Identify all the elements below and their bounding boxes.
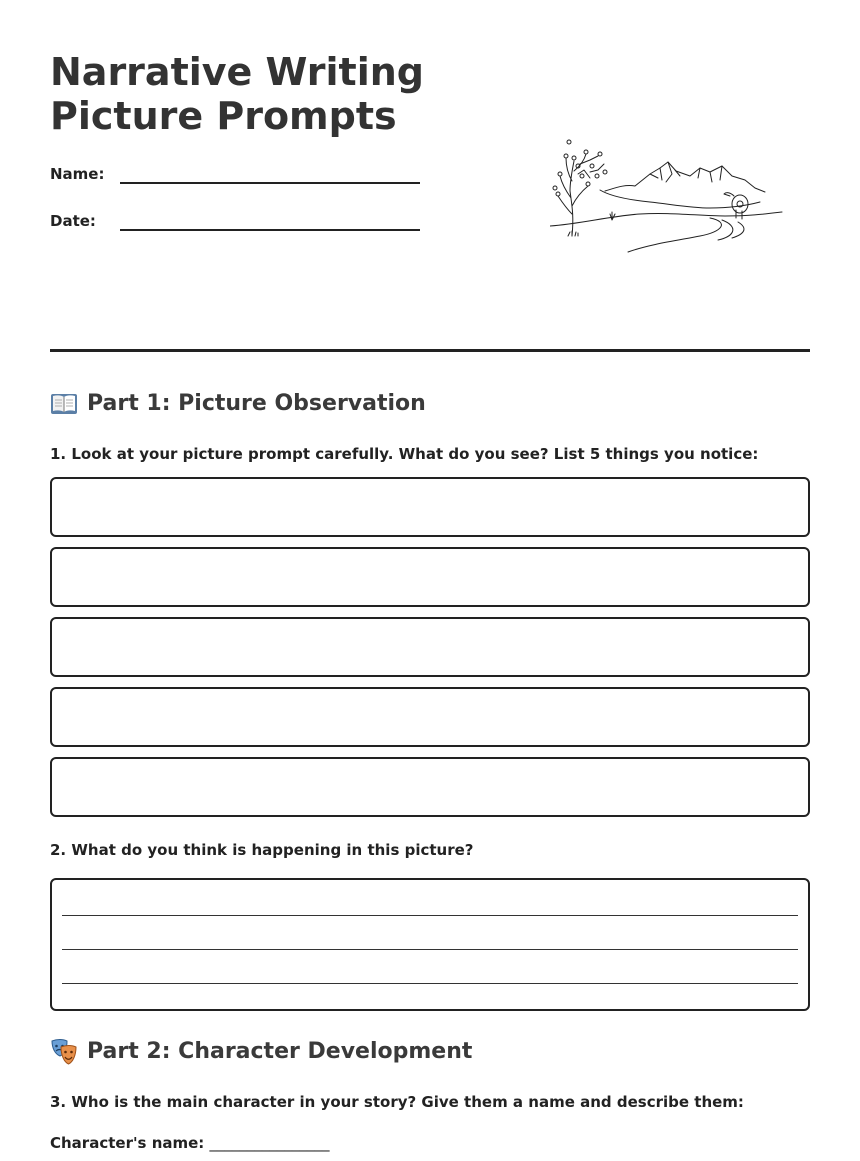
date-label: Date: [50, 212, 96, 230]
part2-heading-text: Part 2: Character Development [87, 1039, 473, 1064]
name-input-line[interactable] [120, 182, 420, 184]
title-line-2: Picture Prompts [50, 94, 397, 138]
character-name-label: Character's name: [50, 1134, 205, 1152]
worksheet-title [50, 50, 510, 138]
question-3: 3. Who is the main character in your story? Give them a name and describe them: [50, 1093, 744, 1111]
name-field [50, 165, 430, 195]
observation-answer-box-4[interactable] [50, 687, 810, 747]
observation-answer-box-1[interactable] [50, 477, 810, 537]
title-line-1: Narrative Writing [50, 50, 424, 94]
landscape-sketch-image [550, 136, 785, 258]
character-name-row [50, 1134, 330, 1152]
question-1: 1. Look at your picture prompt carefully. What do you see? List 5 things you notice: [50, 445, 759, 463]
observation-answer-box-5[interactable] [50, 757, 810, 817]
observation-answer-box-2[interactable] [50, 547, 810, 607]
writing-line [62, 915, 798, 916]
writing-line [62, 949, 798, 950]
question-2: 2. What do you think is happening in this picture? [50, 841, 474, 859]
name-label: Name: [50, 165, 105, 183]
theater-masks-icon [50, 1038, 78, 1066]
header-divider [50, 349, 810, 352]
part1-heading [50, 389, 426, 419]
part2-heading [50, 1037, 472, 1067]
date-field [50, 212, 430, 242]
happening-answer-box[interactable] [50, 878, 810, 1011]
open-book-icon [50, 390, 78, 418]
character-name-blank[interactable]: ________________ [209, 1134, 330, 1152]
date-input-line[interactable] [120, 229, 420, 231]
writing-line [62, 983, 798, 984]
part1-heading-text: Part 1: Picture Observation [87, 391, 426, 416]
observation-answer-box-3[interactable] [50, 617, 810, 677]
